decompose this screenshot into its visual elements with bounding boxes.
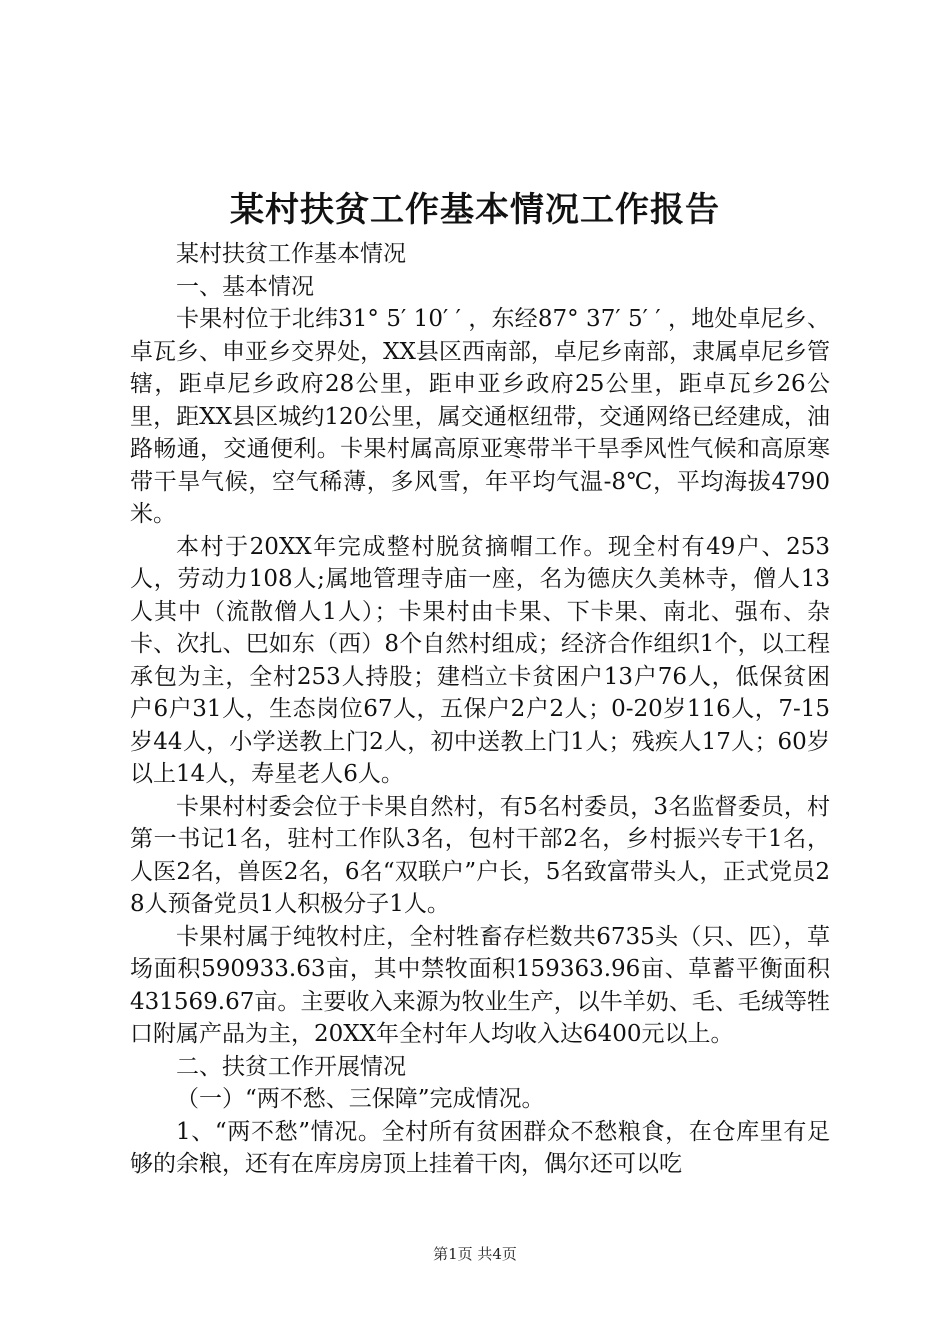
document-body (130, 238, 830, 1181)
subsection-heading: （一）“两不愁、三保障”完成情况。 (176, 1086, 545, 1112)
section-heading-basic: 一、基本情况 (176, 273, 314, 300)
paragraph-location: 卡果村位于北纬31° 5′ 10′ ′ ，东经87° 37′ 5′ ′ ，地处卓尼乡、卓瓦乡、申亚乡交界处，XX县区西南部，卓尼乡南部，隶属卓尼乡管辖，距卓尼乡政府28公里，距申亚乡政府25公里，距卓瓦乡26公里，距XX县区城约120公里，属交通枢纽带，交通网络已经建成，油路畅通，交通便利。卡果村属高原亚寒带半干旱季风性气候和高原寒带干旱气候，空气稀薄，多风雪，年平均气温-8℃，平均海拔4790米。 (130, 306, 830, 527)
paragraph-livestock: 卡果村属于纯牧村庄，全村牲畜存栏数共6735头（只、匹），草场面积590933.63亩，其中禁牧面积159363.96亩、草蓄平衡面积431569.67亩。主要收入来源为牧业生产，以牛羊奶、毛、毛绒等牲口附属产品为主，20XX年全村年人均收入达6400元以上。 (130, 923, 830, 1047)
page-footer: 第1页 共4页 (433, 1245, 517, 1263)
paragraph-committee: 卡果村村委会位于卡果自然村，有5名村委员，3名监督委员，村第一书记1名，驻村工作队3名，包村干部2名，乡村振兴专干1名，人医2名，兽医2名，6名“双联户”户长，5名致富带头人，正式党员28人预备党员1人积极分子1人。 (130, 793, 830, 917)
document-title: 某村扶贫工作基本情况工作报告 (230, 190, 720, 230)
paragraph-subtitle: 某村扶贫工作基本情况 (176, 241, 406, 267)
paragraph-two-worries: 1、“两不愁”情况。全村所有贫困群众不愁粮食，在仓库里有足够的余粮，还有在库房房顶上挂着干肉，偶尔还可以吃 (130, 1118, 830, 1177)
paragraph-population: 本村于20XX年完成整村脱贫摘帽工作。现全村有49户、253人，劳动力108人;属地管理寺庙一座，名为德庆久美林寺，僧人13人其中（流散僧人1人）；卡果村由卡果、下卡果、南北、强布、杂卡、次扎、巴如东（西）8个自然村组成；经济合作组织1个，以工程承包为主，全村253人持股；建档立卡贫困户13户76人，低保贫困户6户31人，生态岗位67人，五保户2户2人；0-20岁116人，7-15岁44人，小学送教上门2人，初中送教上门1人；残疾人17人；60岁以上14人，寿星老人6人。 (130, 533, 830, 787)
section-heading-work: 二、扶贫工作开展情况 (176, 1053, 406, 1080)
